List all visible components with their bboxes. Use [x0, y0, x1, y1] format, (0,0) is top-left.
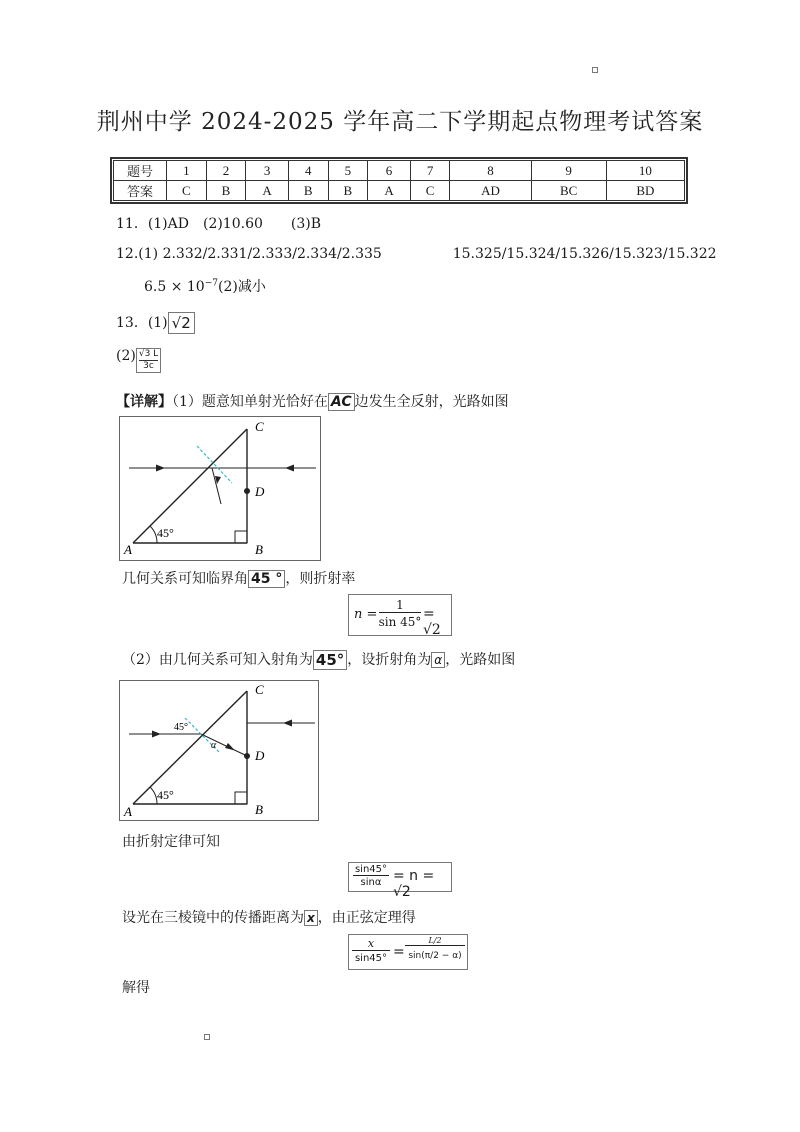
q12-values-b: 15.325/15.324/15.326/15.323/15.322: [452, 246, 717, 262]
detail-p1-a: （1）题意知单射光恰好在: [172, 394, 328, 410]
eq1-lhs: n =: [354, 607, 378, 622]
table-cell: B: [206, 181, 246, 201]
eq2-den: sinα: [360, 877, 382, 888]
table-cell: C: [167, 181, 207, 201]
q13-answer1: √2: [168, 312, 195, 334]
figure2-light-path: [119, 680, 319, 821]
q12-line2: [144, 276, 266, 296]
q13-prefix2: (2): [116, 348, 136, 364]
figure1-label-d: D: [255, 484, 265, 499]
table-cell: 9: [531, 161, 606, 181]
eq1-rhs: = √2: [423, 606, 441, 638]
figure2-alpha-label: α: [211, 740, 217, 751]
page-mark-bottom: [204, 1034, 210, 1040]
figure2-label-a: A: [124, 804, 132, 819]
q11-answer: 11．(1)AD (2)10.60 (3)B: [116, 216, 322, 232]
q13-prefix: 13．(1): [116, 315, 168, 331]
detail-p3: [122, 649, 515, 670]
detail-p3-box1: 45°: [313, 650, 347, 670]
table-cell: A: [368, 181, 411, 201]
table-cell: B: [328, 181, 368, 201]
figure1-label-c: C: [255, 419, 264, 434]
detail-p2-a: 几何关系可知临界角: [122, 571, 248, 587]
table-answer-label: 答案: [114, 181, 167, 201]
detail-p5: [122, 907, 416, 927]
table-header-label: 题号: [114, 161, 167, 181]
detail-p1: [116, 391, 509, 411]
detail-p4: 由折射定律可知: [122, 834, 220, 850]
q13-ans2-num: √3 L: [138, 349, 159, 359]
figure1-light-path: [119, 416, 321, 561]
detail-p3-b: ，设折射角为: [347, 652, 432, 668]
detail-p1-b: 边发生全反射，光路如图: [354, 394, 509, 410]
detail-p6: 解得: [122, 980, 150, 996]
figure1-label-a: A: [124, 542, 132, 557]
table-cell: 10: [606, 161, 684, 181]
table-row-answers: [114, 181, 685, 201]
figure1-point-d: [244, 488, 250, 494]
detail-p1-box: AC: [328, 393, 355, 411]
detail-p5-a: 设光在三棱镜中的传播距离为: [122, 910, 304, 926]
figure2-angle-label: 45°: [157, 788, 174, 802]
table-cell: BC: [531, 181, 606, 201]
figure2-label-b: B: [255, 802, 263, 817]
eq1-num: 1: [379, 598, 421, 613]
table-cell: 4: [288, 161, 328, 181]
q12-exponent: −7: [204, 278, 218, 289]
answer-table: [113, 160, 685, 201]
table-cell: 8: [450, 161, 531, 181]
table-cell: 1: [167, 161, 207, 181]
q13-line2: [116, 348, 161, 373]
detail-p2: [122, 568, 355, 588]
eq3-mid: =: [393, 944, 405, 960]
figure2-point-d: [244, 753, 250, 759]
equation-refractive-index: [348, 594, 452, 636]
detail-p3-box2: α: [431, 652, 445, 668]
figure2-label-c: C: [255, 682, 264, 697]
detail-p2-box: 45 °: [248, 570, 285, 588]
q12-values-a: 2.332/2.331/2.333/2.334/2.335: [162, 246, 382, 262]
table-cell: C: [410, 181, 450, 201]
table-cell: B: [288, 181, 328, 201]
q12-prefix: 12.(1): [116, 246, 159, 262]
detail-p5-b: ，由正弦定理得: [317, 910, 416, 926]
eq2-num: sin45°: [354, 864, 388, 875]
q13-line1: [116, 312, 195, 334]
figure1-label-b: B: [255, 542, 263, 557]
q12-base: 6.5 × 10: [144, 279, 205, 295]
figure2-frame: [120, 681, 319, 821]
q13-ans2-den: 3c: [143, 361, 154, 371]
table-cell: BD: [606, 181, 684, 201]
eq1-den: sin 45°: [378, 615, 422, 629]
table-row-numbers: [114, 161, 685, 181]
detail-tag: 【详解】: [116, 394, 172, 410]
detail-p3-a: （2）由几何关系可知入射角为: [122, 652, 313, 668]
table-cell: 6: [368, 161, 411, 181]
figure1-frame: [120, 417, 321, 561]
q12-rest: (2)减小: [218, 279, 266, 295]
q12-line1: [116, 246, 717, 262]
table-cell: 7: [410, 161, 450, 181]
equation-snell-law: [348, 862, 452, 900]
figure2-label-d: D: [255, 748, 265, 763]
figure2-angle-top-label: 45°: [174, 722, 188, 733]
q13-answer2: [136, 348, 161, 373]
eq3-rnum: L/2: [405, 936, 465, 946]
eq3-den: sin45°: [354, 953, 388, 964]
detail-p3-c: ，光路如图: [445, 652, 516, 668]
figure1-angle-label: 45°: [157, 526, 174, 540]
table-cell: 2: [206, 161, 246, 181]
table-cell: 5: [328, 161, 368, 181]
page-mark-top: [592, 67, 598, 73]
table-cell: AD: [450, 181, 531, 201]
table-cell: A: [246, 181, 289, 201]
eq2-rhs: = n = √2: [393, 868, 435, 900]
eq3-rden: sin(π/2 − α): [408, 951, 462, 961]
table-cell: 3: [246, 161, 289, 181]
page-title: 荆州中学 2024-2025 学年高二下学期起点物理考试答案: [96, 109, 704, 135]
eq3-num: x: [352, 937, 390, 951]
detail-p5-box: x: [304, 910, 318, 926]
detail-p2-b: ，则折射率: [285, 571, 356, 587]
equation-sine-rule: [348, 934, 468, 970]
